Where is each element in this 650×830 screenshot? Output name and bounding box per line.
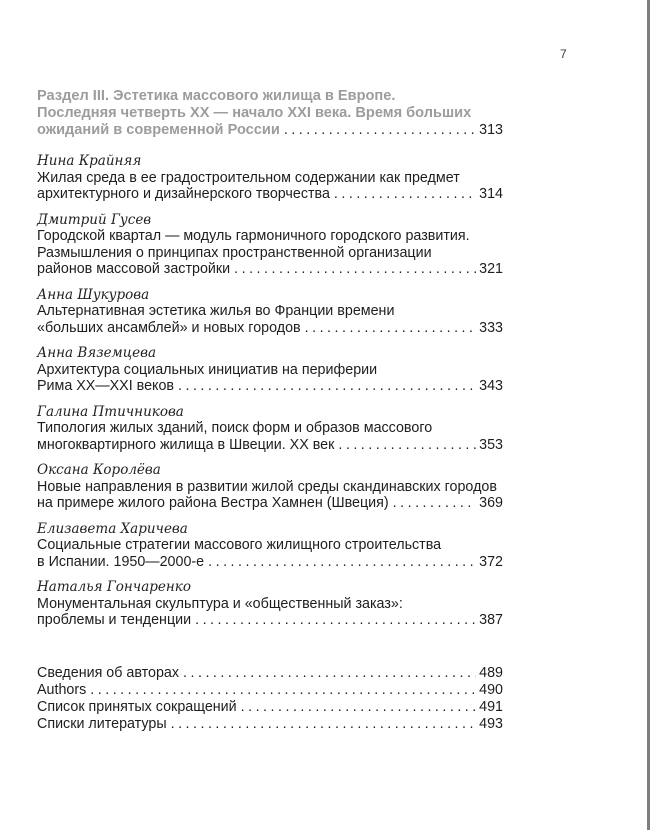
dot-leader (183, 665, 476, 682)
toc-entry-author: Дмитрий Гусев (37, 211, 152, 228)
back-matter-row (37, 682, 503, 699)
dot-leader (334, 186, 476, 203)
toc-entry-title-line: Альтернативная эстетика жилья во Франции времени (37, 303, 395, 319)
toc-entry-author: Анна Шукурова (37, 286, 150, 303)
back-matter-row (37, 716, 503, 733)
toc-entry-page-number: 387 (479, 612, 503, 628)
dot-leader (234, 261, 476, 278)
toc-entry-page-number: 343 (479, 378, 503, 394)
section-heading-page-number: 313 (479, 122, 503, 138)
section-heading-line: Последняя четверть XX — начало XXI века. Время больших (37, 105, 472, 121)
back-matter-label: Список принятых сокращений (37, 698, 237, 715)
toc-entry (37, 153, 503, 203)
toc-entry-last-line (37, 261, 503, 278)
toc-entry-title-tail: проблемы и тенденции (37, 612, 192, 628)
dot-leader (284, 122, 476, 139)
page-number-folio: 7 (560, 47, 567, 61)
toc-entry-page-number: 333 (479, 319, 503, 336)
toc-entry-title-line: Новые направления в развитии жилой среды скандинавских городов (37, 478, 497, 495)
toc-entry-page-number: 321 (479, 261, 503, 277)
section-heading-text: ожиданий в современной России (37, 122, 280, 138)
toc-entry-last-line (37, 437, 503, 454)
toc-entry-author: Галина Птичникова (37, 403, 184, 420)
back-matter-page-number: 493 (479, 715, 503, 732)
section-heading-line: Раздел III. Эстетика массового жилища в Европе. (37, 88, 396, 104)
toc-entry-title-line: Городской квартал — модуль гармоничного городского развития. (37, 228, 470, 244)
dot-leader (305, 320, 477, 337)
back-matter-row (37, 665, 503, 682)
back-matter-page-number: 491 (479, 698, 503, 715)
dot-leader (393, 495, 476, 512)
section-heading (37, 88, 503, 139)
toc-entry-title-tail: Рима XX—XXI веков (37, 378, 175, 394)
toc-entry-author: Оксана Королёва (37, 462, 161, 478)
toc-entry-title-line: Размышления о принципах пространственной организации (37, 244, 432, 261)
toc-entry-title-line: Социальные стратегии массового жилищного строительства (37, 537, 442, 553)
toc-entry-page-number: 372 (479, 553, 503, 570)
back-matter-label: Сведения об авторах (37, 664, 180, 681)
dot-leader (208, 554, 476, 571)
toc-entry-title-tail: архитектурного и дизайнерского творчества (37, 186, 330, 202)
back-matter-row (37, 699, 503, 716)
toc-entry-last-line (37, 612, 503, 629)
toc-entry-last-line (37, 320, 503, 337)
toc-entry (37, 345, 503, 395)
toc-entry (37, 579, 503, 629)
toc-entry-page-number: 369 (479, 495, 503, 511)
toc-entry-page-number: 353 (479, 436, 503, 453)
toc-entry (37, 404, 503, 454)
toc-entry (37, 212, 503, 278)
toc-entry-last-line (37, 186, 503, 203)
toc-entry (37, 462, 503, 512)
toc-entry-author: Нина Крайняя (37, 153, 142, 169)
back-matter-label: Authors (37, 681, 87, 698)
toc-entry-title-line: Монументальная скульптура и «общественный заказ»: (37, 595, 403, 612)
toc-entry-title-tail: «больших ансамблей» и новых городов (37, 319, 301, 336)
toc-entry-last-line (37, 554, 503, 571)
back-matter-label: Списки литературы (37, 715, 167, 732)
toc-content (37, 88, 503, 733)
back-matter-page-number: 490 (479, 681, 503, 698)
toc-entry (37, 287, 503, 337)
toc-entry-title-tail: в Испании. 1950—2000-е (37, 553, 205, 570)
toc-entry-title-tail: многоквартирного жилища в Швеции. XX век (37, 436, 335, 453)
toc-entry-title-line: Типология жилых зданий, поиск форм и образов массового (37, 420, 433, 436)
dot-leader (195, 612, 476, 629)
dot-leader (178, 378, 476, 395)
toc-entry-last-line (37, 495, 503, 512)
back-matter-page-number: 489 (479, 664, 503, 681)
section-heading-last-line (37, 122, 503, 139)
toc-entry-last-line (37, 378, 503, 395)
dot-leader (90, 682, 476, 699)
toc-entry-title-line: Архитектура социальных инициатив на периферии (37, 361, 378, 378)
toc-entry-title-tail: районов массовой застройки (37, 261, 231, 277)
toc-entry-page-number: 314 (479, 186, 503, 202)
back-matter-list (37, 665, 503, 733)
dot-leader (338, 437, 476, 454)
toc-entry-author: Елизавета Харичева (37, 520, 188, 537)
toc-entry-title-line: Жилая среда в ее градостроительном содержании как предмет (37, 169, 460, 186)
dot-leader (171, 716, 477, 733)
toc-entry-author: Анна Вяземцева (37, 345, 157, 361)
toc-entry-author: Наталья Гончаренко (37, 579, 191, 595)
toc-entry-title-tail: на примере жилого района Вестра Хамнен (Швеция) (37, 495, 389, 511)
dot-leader (241, 699, 477, 716)
toc-entry (37, 521, 503, 571)
